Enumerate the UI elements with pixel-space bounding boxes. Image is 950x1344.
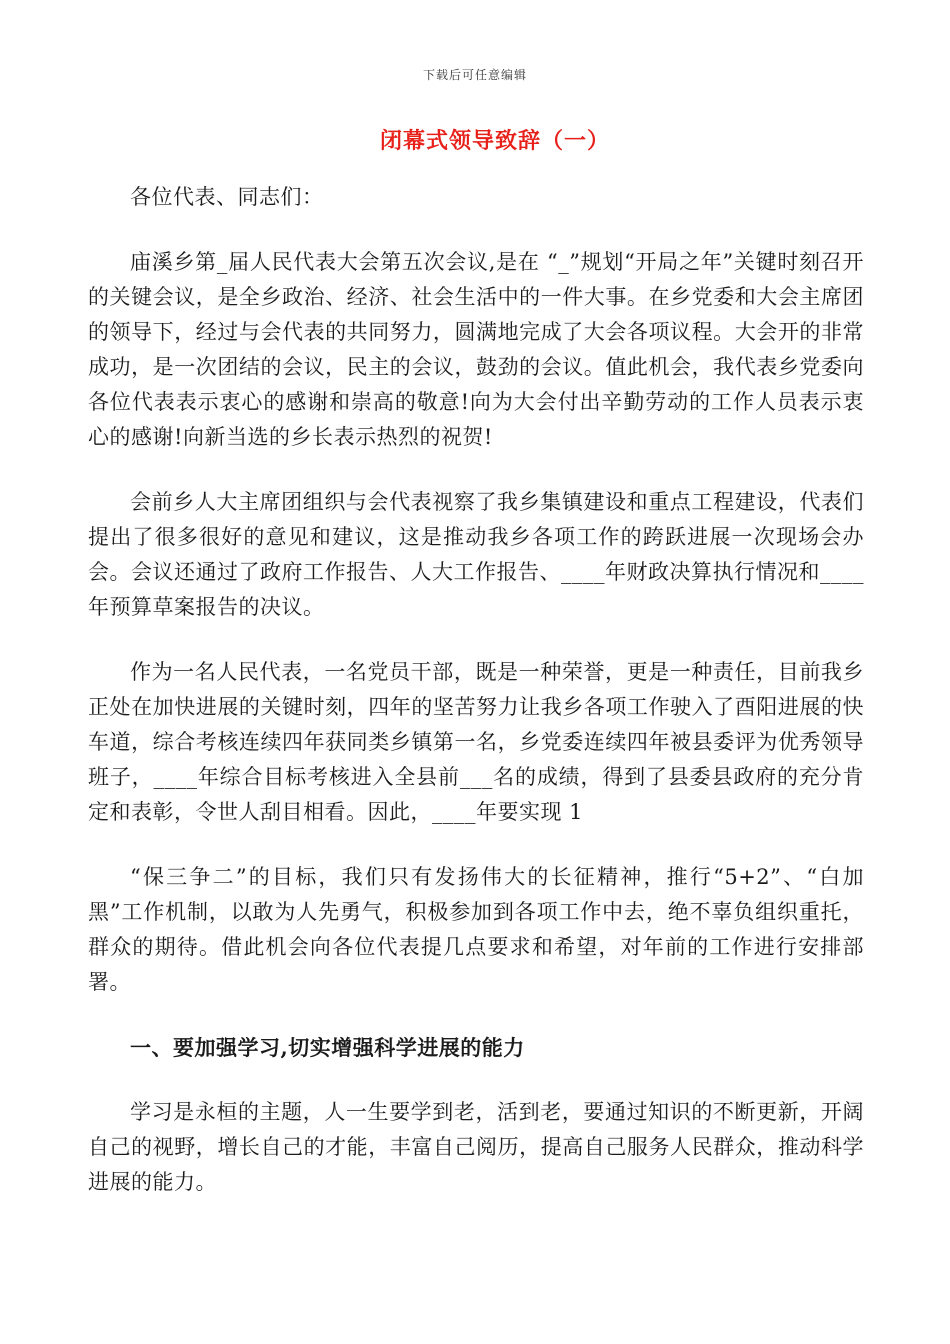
document-title: 闭幕式领导致辞（一） [379,128,610,154]
paragraph-3: 作为一名人民代表，一名党员干部，既是一种荣誉，更是一种责任，目前我乡正处在加快进展的关键时刻，四年的坚苦努力让我乡各项工作驶入了酉阳进展的快车道，综合考核连续四年获同类乡镇第一名，乡党委连续四年被县委评为优秀领导班子，____年综合目标考核进入全县前___名的成绩，得到了县委县政府的充分肯定和表彰，令世人刮目相看。因此，____年要实现 1 [88,660,864,824]
paragraph-2: 会前乡人大主席团组织与会代表视察了我乡集镇建设和重点工程建设，代表们提出了很多很好的意见和建议，这是推动我乡各项工作的跨跃进展一次现场会办会。会议还通过了政府工作报告、人大工作报告、____年财政决算执行情况和____年预算草案报告的决议。 [88,490,864,619]
document-body [88,180,864,1230]
header-note: 下载后可任意编辑 [422,68,527,82]
salutation: 各位代表、同志们： [130,185,324,209]
paragraph-1: 庙溪乡第_届人民代表大会第五次会议,是在 “_”规划“开局之年”关键时刻召开的关键会议，是全乡政治、经济、社会生活中的一件大事。在乡党委和大会主席团的领导下，经过与会代表的共同努力，圆满地完成了大会各项议程。大会开的非常成功，是一次团结的会议，民主的会议，鼓劲的会议。值此机会，我代表乡党委向各位代表表示衷心的感谢和崇高的敬意!向为大会付出辛勤劳动的工作人员表示衷心的感谢!向新当选的乡长表示热烈的祝贺! [88,250,864,449]
section-heading: 一、要加强学习,切实增强科学进展的能力 [130,1035,525,1060]
section-paragraph: 学习是永桓的主题，人一生要学到老，活到老，要通过知识的不断更新，开阔自己的视野，增长自己的才能，丰富自己阅历，提高自己服务人民群众，推动科学进展的能力。 [88,1100,864,1194]
paragraph-4: “保三争二”的目标，我们只有发扬伟大的长征精神，推行“5+2”、“白加黑”工作机制，以敢为人先勇气，积极参加到各项工作中去，绝不辜负组织重托，群众的期待。借此机会向各位代表提几点要求和希望，对年前的工作进行安排部署。 [88,865,864,994]
